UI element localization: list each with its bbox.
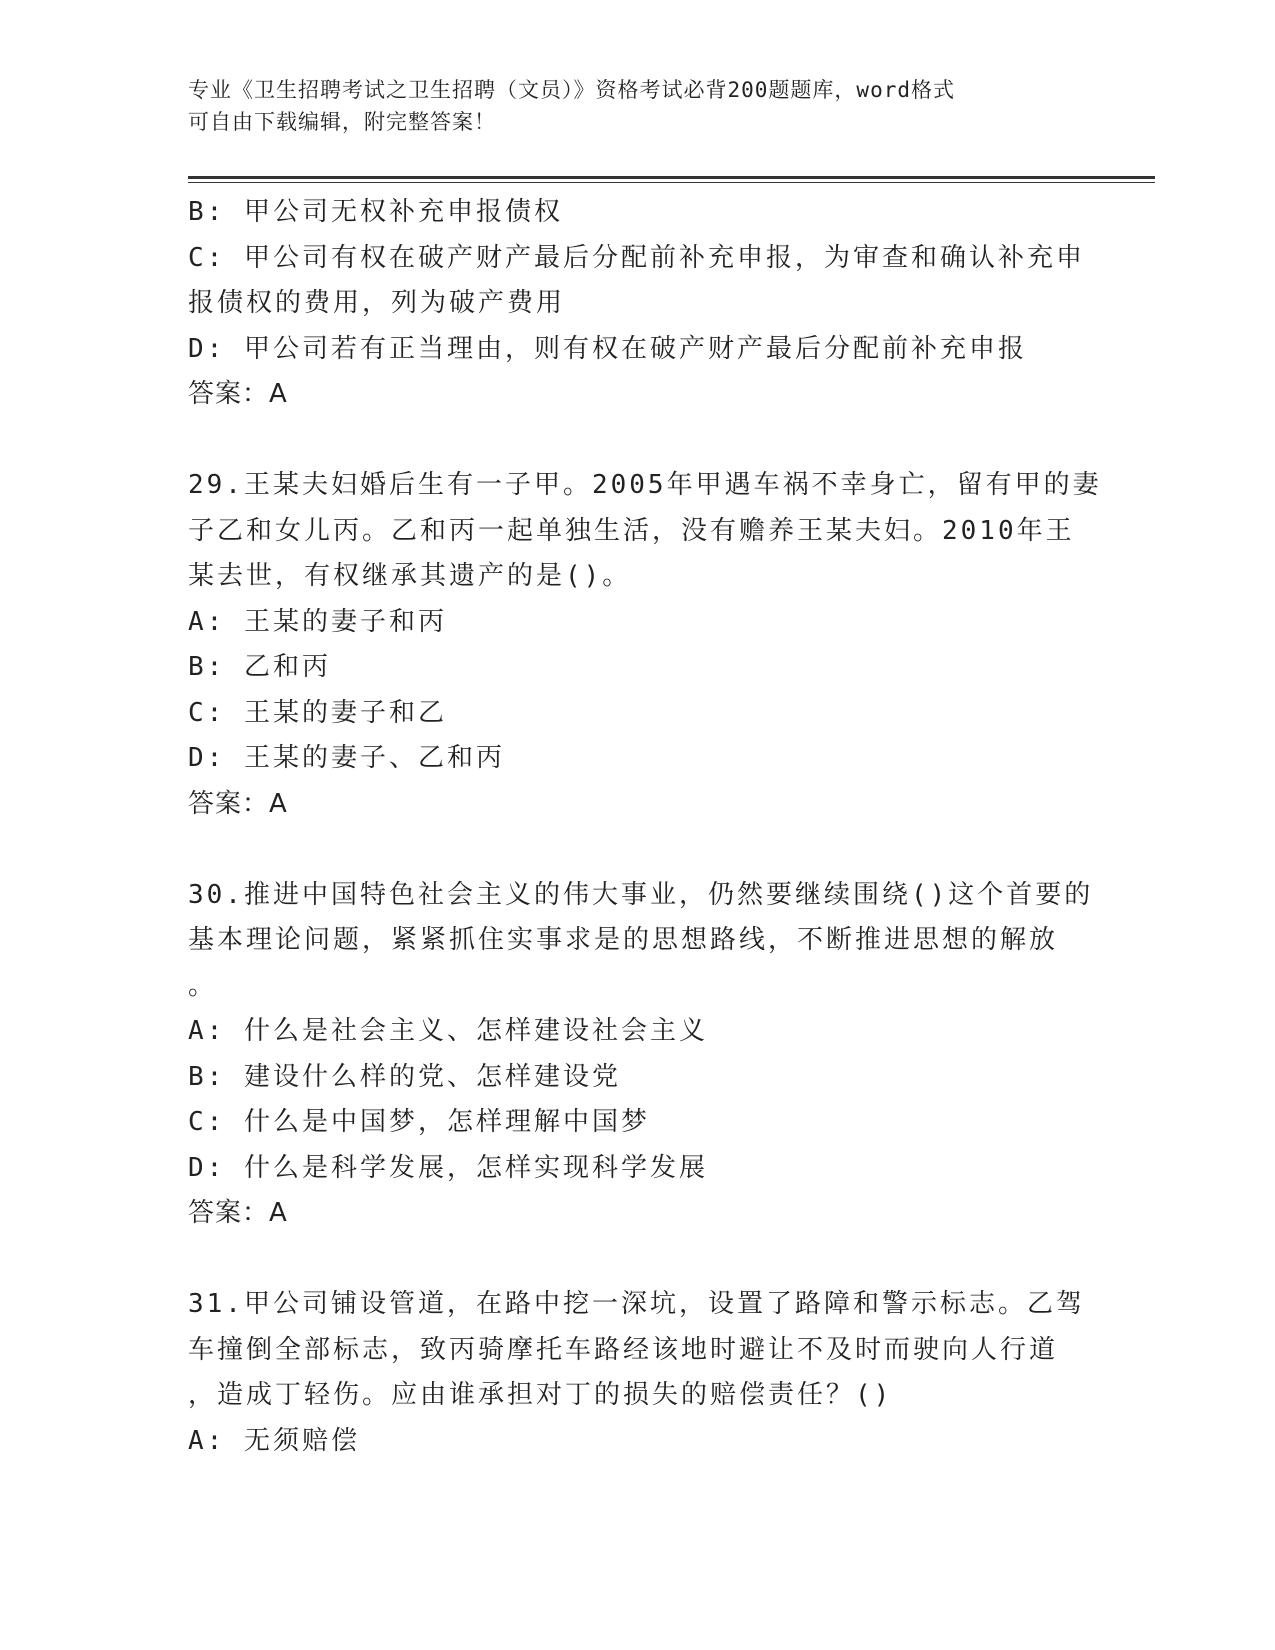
q30-stem-line-3: 。 xyxy=(188,970,218,1001)
q29-stem-line-2: 子乙和女儿丙。乙和丙一起单独生活，没有赡养王某夫妇。2010年王 xyxy=(188,515,1075,546)
q30-stem-line-2: 基本理论问题，紧紧抓住实事求是的思想路线，不断推进思想的解放 xyxy=(188,925,1059,955)
q31-stem-line-2: 车撞倒全部标志，致丙骑摩托车路经该地时避让不及时而驶向人行道 xyxy=(188,1334,1059,1365)
q29-option-d: D: 王某的妻子、乙和丙 xyxy=(188,743,505,773)
q29-answer: 答案：A xyxy=(188,788,288,819)
question-spacer xyxy=(188,418,1088,464)
question-spacer xyxy=(188,1237,1088,1283)
question-28-tail xyxy=(188,190,1088,418)
q28-answer: 答案：A xyxy=(188,379,288,409)
q30-option-a: A: 什么是社会主义、怎样建设社会主义 xyxy=(188,1016,708,1046)
header-divider-thick xyxy=(188,176,1155,179)
q28-option-c-line-2: 报债权的费用，列为破产费用 xyxy=(188,288,566,318)
q29-stem-line-3: 某去世，有权继承其遗产的是()。 xyxy=(188,561,632,591)
q30-answer: 答案：A xyxy=(188,1198,288,1228)
q28-option-b: B: 甲公司无权补充申报债权 xyxy=(188,197,563,227)
q30-option-b: B: 建设什么样的党、怎样建设党 xyxy=(188,1061,621,1092)
header-title-line-1: 专业《卫生招聘考试之卫生招聘（文员）》资格考试必背200题题库，word格式 xyxy=(188,78,955,102)
document-body xyxy=(188,190,1102,1464)
q31-option-a: A: 无须赔偿 xyxy=(188,1425,360,1456)
question-30 xyxy=(188,873,1094,1237)
question-spacer xyxy=(188,827,1088,873)
question-31 xyxy=(188,1282,1088,1464)
q30-option-d: D: 什么是科学发展，怎样实现科学发展 xyxy=(188,1152,708,1183)
q28-option-c-line-1: C: 甲公司有权在破产财产最后分配前补充申报，为审查和确认补充申 xyxy=(188,242,1085,273)
question-29 xyxy=(188,463,1102,827)
header-title-line-2: 可自由下载编辑，附完整答案！ xyxy=(188,110,496,134)
q29-stem-line-1: 29.王某夫妇婚后生有一子甲。2005年甲遇车祸不幸身亡，留有甲的妻 xyxy=(188,470,1102,500)
q30-stem-line-1: 30.推进中国特色社会主义的伟大事业，仍然要继续围绕()这个首要的 xyxy=(188,879,1094,910)
header-divider-thin xyxy=(188,182,1155,183)
document-header xyxy=(188,74,1088,138)
q28-option-d: D: 甲公司若有正当理由，则有权在破产财产最后分配前补充申报 xyxy=(188,333,1027,364)
q31-stem-line-1: 31.甲公司铺设管道，在路中挖一深坑，设置了路障和警示标志。乙驾 xyxy=(188,1289,1085,1319)
q29-option-b: B: 乙和丙 xyxy=(188,652,331,682)
q29-option-a: A: 王某的妻子和丙 xyxy=(188,606,447,637)
q29-option-c: C: 王某的妻子和乙 xyxy=(188,697,447,728)
q30-option-c: C: 什么是中国梦，怎样理解中国梦 xyxy=(188,1107,650,1137)
q31-stem-line-3: ，造成丁轻伤。应由谁承担对丁的损失的赔偿责任？() xyxy=(188,1380,893,1410)
